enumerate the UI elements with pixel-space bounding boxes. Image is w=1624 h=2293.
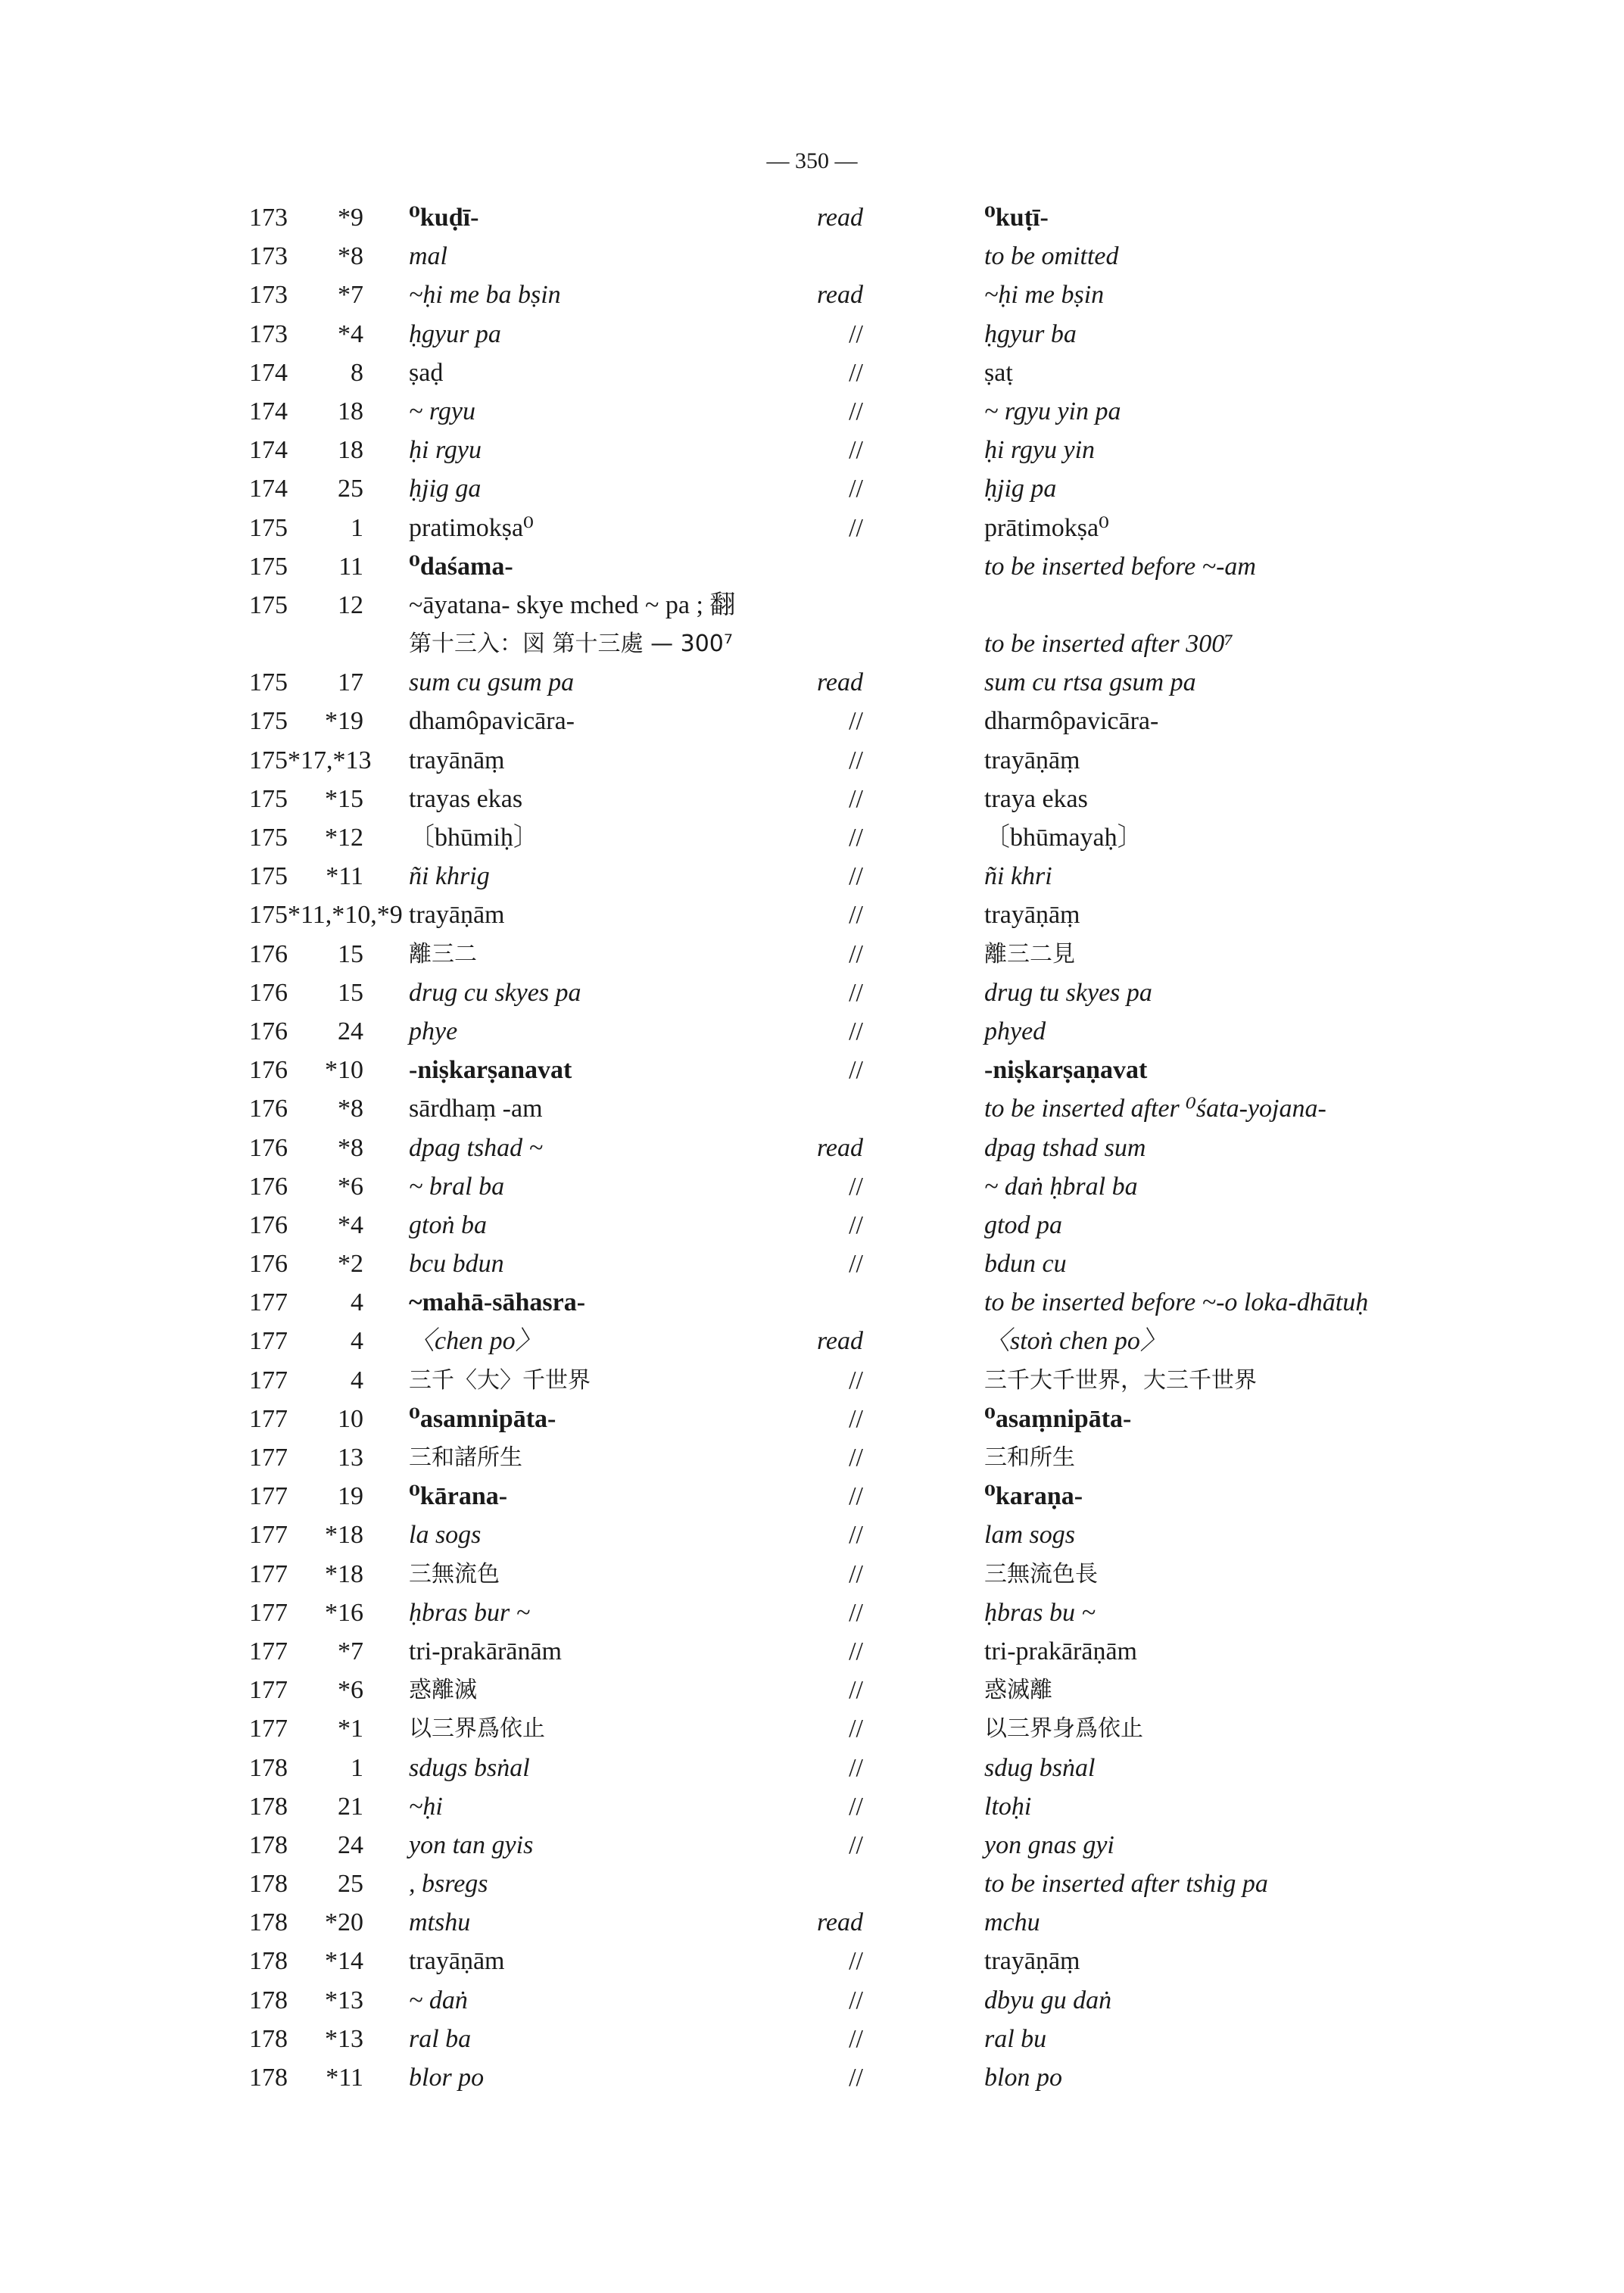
read-mark: // (849, 1172, 863, 1201)
corrected-text: to be inserted after ⁰śata-yojana- (984, 1095, 1326, 1123)
errata-row (0, 2058, 1624, 2097)
page-number: — 350 — (766, 148, 858, 173)
page-ref: 177 (249, 1521, 288, 1550)
errata-row (0, 1361, 1624, 1400)
read-mark: // (849, 1986, 863, 2014)
errata-row (0, 780, 1624, 818)
line-ref: *20 (325, 1908, 363, 1937)
read-mark: // (849, 1947, 863, 1976)
corrected-text: ñi khri (984, 862, 1052, 891)
original-text: ḥjig ga (409, 475, 482, 503)
errata-row (0, 663, 1624, 702)
line-ref: *8 (338, 242, 363, 271)
line-ref: 4 (351, 1288, 363, 1317)
page-ref: 176 (249, 1017, 288, 1045)
line-ref: 1 (351, 513, 363, 542)
line-ref: *18 (325, 1559, 363, 1588)
corrected-text: trayāṇāṃ (984, 746, 1080, 774)
original-text: sārdhaṃ -am (409, 1095, 543, 1123)
page-ref: 176 (249, 1172, 288, 1201)
page-ref: 177 (249, 1676, 288, 1705)
page-ref: 177 (249, 1444, 288, 1472)
page-ref: 177 (249, 1715, 288, 1743)
line-ref: *12 (325, 824, 363, 852)
page-ref: 173 (249, 319, 288, 348)
line-ref: 18 (338, 436, 363, 465)
read-mark: // (849, 475, 863, 503)
original-text: 三千〈大〉千世界 (409, 1366, 591, 1394)
page-ref: 173 (249, 281, 288, 310)
original-text: ral ba (409, 2024, 472, 2053)
original-text: 三和諸所生 (409, 1444, 522, 1471)
original-text: 三無流色 (409, 1560, 500, 1587)
original-text: ~ bral ba (409, 1172, 505, 1201)
page-ref: 176 (249, 1133, 288, 1162)
original-text: ~āyatana- skye mched ~ pa ; 翻 (409, 590, 736, 619)
line-ref: *4 (338, 1210, 363, 1239)
corrected-text: 離三二見 (984, 940, 1075, 967)
original-text: ~ḥi me ba bṣin (409, 281, 561, 310)
errata-row (0, 586, 1624, 625)
page-ref: 175 (249, 746, 288, 774)
page-ref: 175 (249, 784, 288, 813)
read-mark: // (849, 1404, 863, 1433)
line-ref: 1 (351, 1753, 363, 1782)
corrected-text: trayāṇāṃ (984, 901, 1080, 930)
line-ref: 8 (351, 358, 363, 387)
errata-row (0, 1555, 1624, 1594)
line-ref: *7 (338, 281, 363, 310)
page-ref: 175 (249, 901, 288, 930)
corrected-text: sdug bsṅal (984, 1753, 1096, 1782)
page-ref: 178 (249, 1908, 288, 1937)
corrected-text: ~ḥi me bṣin (984, 281, 1105, 310)
line-ref: *2 (338, 1250, 363, 1279)
corrected-text: lam sogs (984, 1521, 1075, 1550)
errata-row (0, 1012, 1624, 1051)
line-ref: 13 (338, 1444, 363, 1472)
corrected-text: 以三界身爲依止 (984, 1715, 1143, 1743)
read-mark: // (849, 862, 863, 891)
errata-row (0, 469, 1624, 508)
read-mark: // (849, 1676, 863, 1705)
line-ref: 19 (338, 1482, 363, 1511)
read-mark: // (849, 901, 863, 930)
corrected-text: 三無流色長 (984, 1560, 1098, 1587)
corrected-text: mchu (984, 1908, 1040, 1937)
line-ref: *6 (338, 1172, 363, 1201)
original-text: ~ rgyu (409, 397, 475, 425)
page-ref: 178 (249, 1870, 288, 1899)
original-text: gtoṅ ba (409, 1210, 487, 1239)
read-mark: // (849, 784, 863, 813)
corrected-text: 惑滅離 (984, 1677, 1052, 1704)
read-mark: // (849, 358, 863, 387)
original-text: ñi khrig (409, 862, 490, 891)
read-mark: read (816, 1133, 863, 1162)
line-ref: *7 (338, 1637, 363, 1665)
read-mark: read (816, 281, 863, 310)
read-mark: // (849, 707, 863, 736)
corrected-text: bdun cu (984, 1250, 1067, 1279)
original-text: 第十三入：図 第十三處 — 300⁷ (409, 631, 733, 658)
errata-row (0, 1283, 1624, 1322)
errata-row (0, 741, 1624, 780)
read-mark: // (849, 1637, 863, 1665)
original-text: -niṣkarṣanavat (409, 1056, 572, 1085)
line-ref: 25 (338, 1870, 363, 1899)
page-ref: 177 (249, 1482, 288, 1511)
errata-row (0, 1322, 1624, 1360)
original-text: ⁰asamnipāta- (409, 1404, 556, 1433)
page-ref: 174 (249, 397, 288, 425)
errata-table (0, 198, 1624, 2097)
page-ref: 177 (249, 1366, 288, 1394)
errata-row (0, 1903, 1624, 1942)
line-ref: 12 (338, 590, 363, 619)
original-text: 離三二 (409, 940, 477, 967)
line-ref: *8 (338, 1095, 363, 1123)
original-text: ~ḥi (409, 1792, 443, 1821)
line-ref: *15 (325, 784, 363, 813)
original-text: , bsregs (409, 1870, 488, 1899)
corrected-text: dbyu gu daṅ (984, 1986, 1112, 2014)
corrected-text: trayāṇāṃ (984, 1947, 1080, 1976)
read-mark: read (816, 1908, 863, 1937)
read-mark: // (849, 1366, 863, 1394)
line-ref: 24 (338, 1017, 363, 1045)
page-ref: 174 (249, 358, 288, 387)
errata-row (0, 431, 1624, 469)
corrected-text: to be omitted (984, 242, 1119, 271)
errata-row (0, 1594, 1624, 1632)
line-ref: *11 (326, 862, 363, 891)
read-mark: read (816, 1327, 863, 1356)
errata-row (0, 702, 1624, 740)
corrected-text: ~ daṅ ḥbral ba (984, 1172, 1138, 1201)
errata-row (0, 1981, 1624, 2020)
page-ref: 177 (249, 1404, 288, 1433)
corrected-text: yon gnas gyi (984, 1830, 1114, 1859)
original-text: dhamôpavicāra- (409, 707, 575, 736)
errata-row (0, 198, 1624, 237)
original-text: mal (409, 242, 447, 271)
errata-row (0, 1749, 1624, 1787)
line-ref: *13 (325, 2024, 363, 2053)
corrected-text: ḥgyur ba (984, 319, 1077, 348)
original-text: 以三界爲依止 (409, 1715, 545, 1743)
errata-row (0, 237, 1624, 276)
corrected-text: prātimokṣa⁰ (984, 513, 1109, 542)
page-ref: 176 (249, 1095, 288, 1123)
read-mark: // (849, 1715, 863, 1743)
corrected-text: 〔bhūmayaḥ〕 (984, 824, 1143, 852)
corrected-text: to be inserted after 300⁷ (984, 630, 1234, 659)
line-ref: 21 (338, 1792, 363, 1821)
page-ref: 177 (249, 1559, 288, 1588)
corrected-text: ṣaṭ (984, 358, 1013, 387)
read-mark: read (816, 204, 863, 232)
original-text: ḥi rgyu (409, 436, 482, 465)
page-ref: 173 (249, 242, 288, 271)
page-ref: 175 (249, 552, 288, 581)
original-text: la sogs (409, 1521, 482, 1550)
corrected-text: ḥi rgyu yin (984, 436, 1096, 465)
corrected-text: ⁰kuṭī- (984, 204, 1049, 232)
page-ref: 178 (249, 1947, 288, 1976)
page-ref: 175 (249, 824, 288, 852)
corrected-text: blon po (984, 2064, 1062, 2092)
page-ref: 176 (249, 1056, 288, 1085)
line-ref: 11 (338, 552, 363, 581)
original-text: ~mahā-sāhasra- (409, 1288, 586, 1317)
errata-row (0, 625, 1624, 663)
page-ref: 173 (249, 204, 288, 232)
errata-row (0, 547, 1624, 586)
original-text: drug cu skyes pa (409, 978, 581, 1007)
errata-row (0, 1129, 1624, 1167)
corrected-text: ltoḥi (984, 1792, 1032, 1821)
line-ref: *16 (325, 1598, 363, 1627)
original-text: ~ daṅ (409, 1986, 468, 2014)
corrected-text: -niṣkarṣaṇavat (984, 1056, 1148, 1085)
original-text: sdugs bsṅal (409, 1753, 530, 1782)
corrected-text: gtod pa (984, 1210, 1062, 1239)
page-ref: 176 (249, 1250, 288, 1279)
original-text: ḥgyur pa (409, 319, 501, 348)
page-ref: 177 (249, 1637, 288, 1665)
errata-row (0, 1245, 1624, 1283)
corrected-text: to be inserted before ~-am (984, 552, 1256, 581)
original-text: ḥbras bur ~ (409, 1598, 531, 1627)
corrected-text: dharmôpavicāra- (984, 707, 1159, 736)
line-ref: *8 (338, 1133, 363, 1162)
read-mark: // (849, 1444, 863, 1472)
original-text: bcu bdun (409, 1250, 504, 1279)
original-text: trayas ekas (409, 784, 523, 813)
page-ref: 176 (249, 939, 288, 968)
page-ref: 176 (249, 1210, 288, 1239)
line-ref: 18 (338, 397, 363, 425)
errata-row (0, 935, 1624, 974)
errata-row (0, 1632, 1624, 1671)
page-ref: 174 (249, 475, 288, 503)
read-mark: // (849, 939, 863, 968)
line-ref: 15 (338, 939, 363, 968)
corrected-text: 〈stoṅ chen po〉 (984, 1327, 1166, 1356)
line-ref: *6 (338, 1676, 363, 1705)
read-mark: // (849, 2024, 863, 2053)
line-ref: 25 (338, 475, 363, 503)
original-text: dpag tshad ~ (409, 1133, 544, 1162)
read-mark: // (849, 319, 863, 348)
line-ref: *11 (326, 2064, 363, 2092)
page-ref: 178 (249, 1753, 288, 1782)
line-ref: 10 (338, 1404, 363, 1433)
line-ref: *18 (325, 1521, 363, 1550)
original-text: mtshu (409, 1908, 471, 1937)
read-mark: read (816, 668, 863, 697)
errata-row (0, 276, 1624, 314)
original-text: pratimokṣa⁰ (409, 513, 534, 542)
line-ref: *4 (338, 319, 363, 348)
original-text: 〔bhūmiḥ〕 (409, 824, 539, 852)
read-mark: // (849, 1559, 863, 1588)
page-ref: 175 (249, 590, 288, 619)
corrected-text: dpag tshad sum (984, 1133, 1146, 1162)
corrected-text: 三千大千世界，大三千世界 (984, 1366, 1257, 1394)
page-ref: 178 (249, 1792, 288, 1821)
errata-row (0, 1167, 1624, 1206)
corrected-text: ~ rgyu yin pa (984, 397, 1121, 425)
read-mark: // (849, 1210, 863, 1239)
page-ref: 178 (249, 2024, 288, 2053)
corrected-text: ⁰karaṇa- (984, 1482, 1083, 1511)
errata-row (0, 974, 1624, 1012)
read-mark: // (849, 1521, 863, 1550)
page-ref: 178 (249, 1830, 288, 1859)
read-mark: // (849, 1753, 863, 1782)
page-ref: 175 (249, 707, 288, 736)
corrected-text: drug tu skyes pa (984, 978, 1152, 1007)
corrected-text: ḥjig pa (984, 475, 1057, 503)
original-text: yon tan gyis (409, 1830, 534, 1859)
errata-row (0, 1206, 1624, 1245)
page-ref: 175 (249, 862, 288, 891)
page-ref: 175 (249, 513, 288, 542)
read-mark: // (849, 746, 863, 774)
corrected-text: sum cu rtsa gsum pa (984, 668, 1196, 697)
read-mark: // (849, 513, 863, 542)
line-ref: *1 (338, 1715, 363, 1743)
errata-row (0, 354, 1624, 392)
read-mark: // (849, 1017, 863, 1045)
page-ref: 178 (249, 2064, 288, 2092)
line-ref: 4 (351, 1327, 363, 1356)
line-ref: *9 (338, 204, 363, 232)
read-mark: // (849, 397, 863, 425)
original-text: 〈chen po〉 (409, 1327, 541, 1356)
errata-row (0, 1477, 1624, 1516)
read-mark: // (849, 1056, 863, 1085)
read-mark: // (849, 2064, 863, 2092)
errata-row (0, 896, 1624, 934)
line-ref: *17,*13 (288, 746, 372, 774)
original-text: ⁰daśama- (409, 552, 513, 581)
line-ref: 4 (351, 1366, 363, 1394)
line-ref: *19 (325, 707, 363, 736)
page-ref: 174 (249, 436, 288, 465)
corrected-text: ral bu (984, 2024, 1047, 2053)
errata-row (0, 818, 1624, 857)
line-ref: 15 (338, 978, 363, 1007)
original-text: ṣaḍ (409, 358, 444, 387)
page-ref: 177 (249, 1327, 288, 1356)
errata-row (0, 1516, 1624, 1554)
page-ref: 177 (249, 1288, 288, 1317)
line-ref: 24 (338, 1830, 363, 1859)
page-ref: 175 (249, 668, 288, 697)
read-mark: // (849, 978, 863, 1007)
errata-row (0, 1051, 1624, 1089)
original-text: tri-prakārānām (409, 1637, 562, 1665)
corrected-text: traya ekas (984, 784, 1088, 813)
read-mark: // (849, 1482, 863, 1511)
corrected-text: ⁰asaṃnipāta- (984, 1404, 1132, 1433)
read-mark: // (849, 1598, 863, 1627)
errata-row (0, 857, 1624, 896)
line-ref: *11,*10,*9 (288, 901, 403, 930)
errata-row (0, 1438, 1624, 1477)
read-mark: // (849, 824, 863, 852)
corrected-text: to be inserted before ~-o loka-dhātuḥ (984, 1288, 1369, 1317)
corrected-text: 三和所生 (984, 1444, 1075, 1471)
corrected-text: phyed (984, 1017, 1046, 1045)
page-ref: 176 (249, 978, 288, 1007)
original-text: phye (409, 1017, 458, 1045)
corrected-text: ḥbras bu ~ (984, 1598, 1096, 1627)
original-text: 惑離滅 (409, 1677, 477, 1704)
line-ref: *14 (325, 1947, 363, 1976)
page-ref: 177 (249, 1598, 288, 1627)
original-text: trayāṇām (409, 901, 505, 930)
read-mark: // (849, 1792, 863, 1821)
errata-row (0, 1787, 1624, 1826)
line-ref: *10 (325, 1056, 363, 1085)
original-text: blor po (409, 2064, 485, 2092)
errata-row (0, 1709, 1624, 1748)
line-ref: 17 (338, 668, 363, 697)
read-mark: // (849, 1250, 863, 1279)
line-ref: *13 (325, 1986, 363, 2014)
corrected-text: tri-prakārāṇām (984, 1637, 1137, 1665)
errata-row (0, 315, 1624, 354)
read-mark: // (849, 436, 863, 465)
errata-row (0, 1089, 1624, 1128)
original-text: ⁰kārana- (409, 1482, 508, 1511)
errata-row (0, 2020, 1624, 2058)
errata-row (0, 1671, 1624, 1709)
errata-row (0, 1826, 1624, 1865)
errata-row (0, 392, 1624, 431)
errata-row (0, 509, 1624, 547)
original-text: trayāṇām (409, 1947, 505, 1976)
original-text: ⁰kuḍī- (409, 204, 479, 232)
corrected-text: to be inserted after tshig pa (984, 1870, 1268, 1899)
original-text: trayānāṃ (409, 746, 505, 774)
errata-row (0, 1942, 1624, 1980)
original-text: sum cu gsum pa (409, 668, 575, 697)
page-ref: 178 (249, 1986, 288, 2014)
errata-row (0, 1865, 1624, 1903)
errata-row (0, 1400, 1624, 1438)
read-mark: // (849, 1830, 863, 1859)
